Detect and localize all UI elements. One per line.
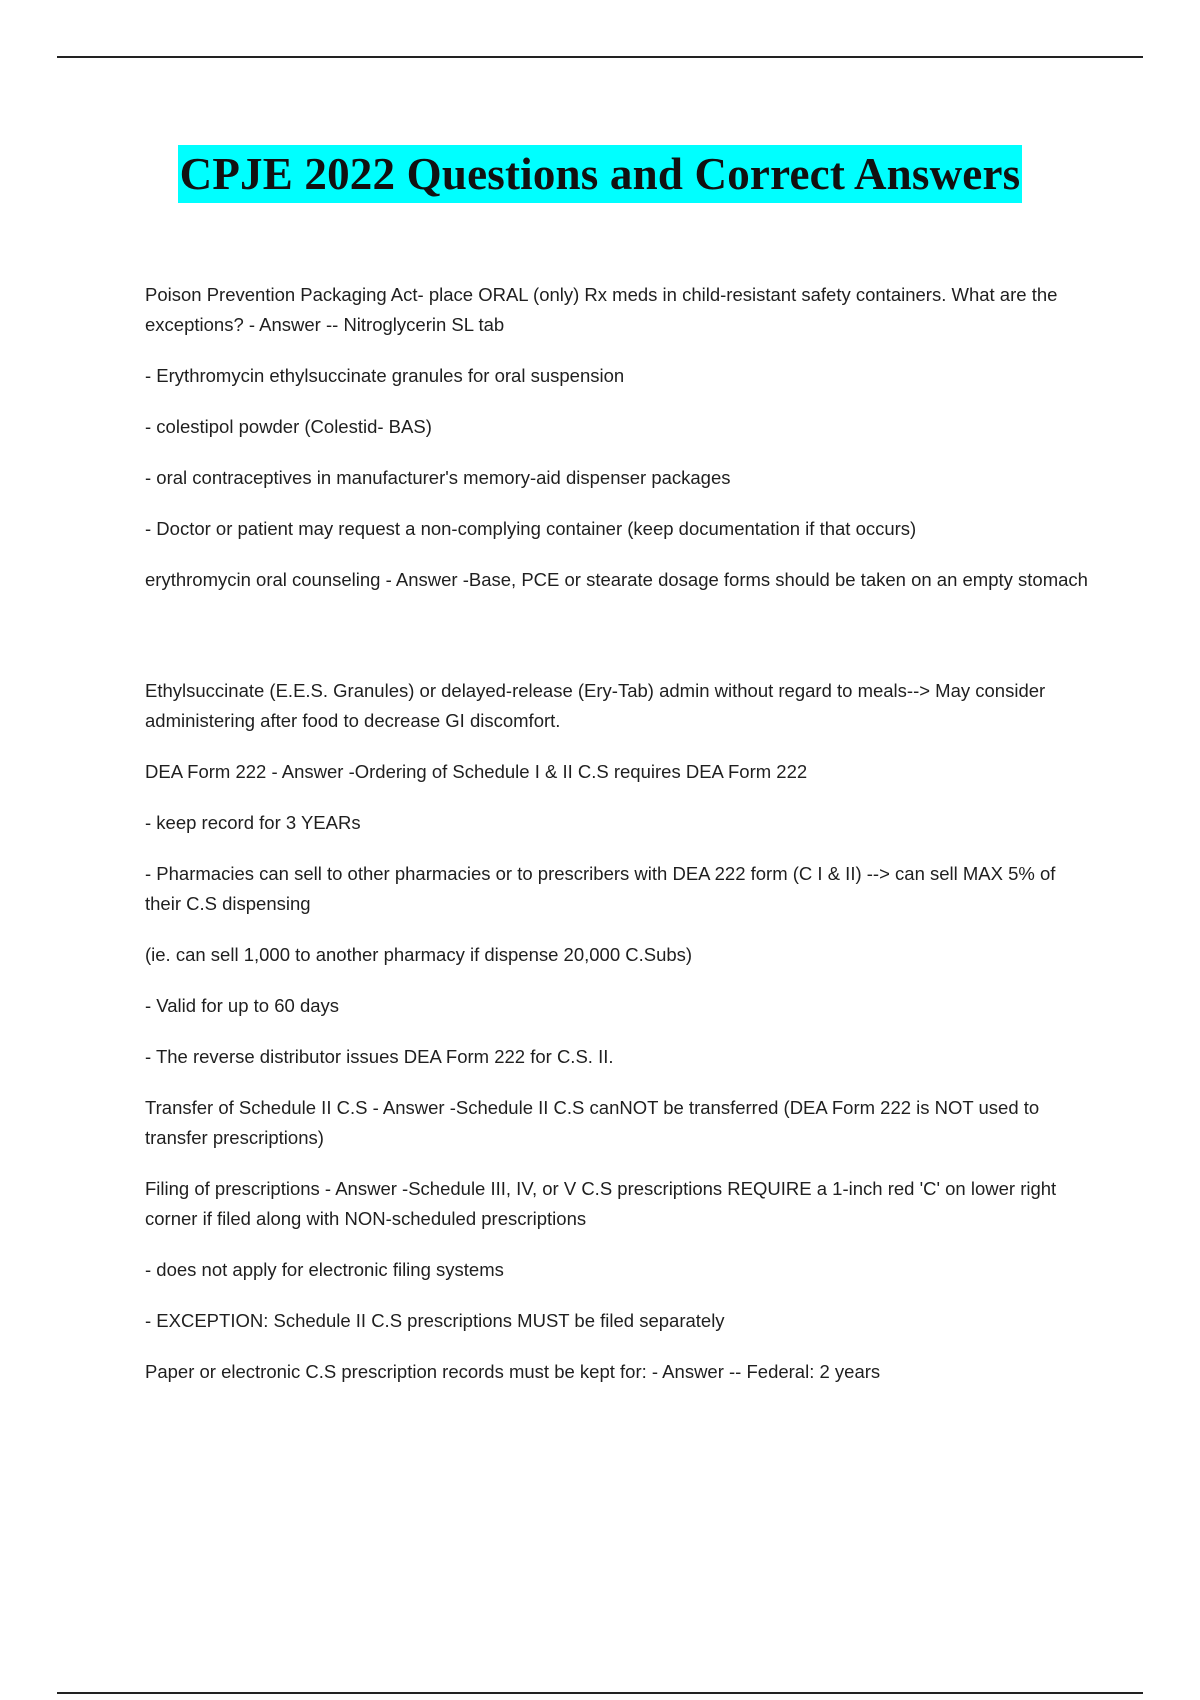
list-item: - Pharmacies can sell to other pharmacies or to prescribers with DEA 222 form (C I & II) --> can sell MAX 5% of their C.S dispensing [145,863,1056,914]
bottom-rule [57,1692,1143,1694]
list-item: - EXCEPTION: Schedule II C.S prescriptions MUST be filed separately [145,1310,725,1331]
paragraph: Transfer of Schedule II C.S - Answer -Schedule II C.S canNOT be transferred (DEA Form 222 is NOT used to transfer prescriptions) [145,1097,1040,1148]
list-item: - Erythromycin ethylsuccinate granules for oral suspension [145,365,625,386]
list-item: - Doctor or patient may request a non-complying container (keep documentation if that occurs) [145,518,917,539]
title-container [0,145,1200,203]
paragraph: DEA Form 222 - Answer -Ordering of Schedule I & II C.S requires DEA Form 222 [145,761,808,782]
list-item: - keep record for 3 YEARs [145,812,361,833]
list-item: - Valid for up to 60 days [145,995,340,1016]
list-item: - The reverse distributor issues DEA Form 222 for C.S. II. [145,1046,614,1067]
paragraph: Poison Prevention Packaging Act- place ORAL (only) Rx meds in child-resistant safety containers. What are the exceptions? - Answer -- Nitroglycerin SL tab [145,284,1058,335]
paragraph: erythromycin oral counseling - Answer -Base, PCE or stearate dosage forms should be taken on an empty stomach [145,569,1088,590]
paragraph: Paper or electronic C.S prescription records must be kept for: - Answer -- Federal: 2 years [145,1361,881,1382]
document-body [145,280,1090,1408]
paragraph: Ethylsuccinate (E.E.S. Granules) or delayed-release (Ery-Tab) admin without regard to meals--> May consider administering after food to decrease GI discomfort. [145,680,1046,731]
paragraph: (ie. can sell 1,000 to another pharmacy if dispense 20,000 C.Subs) [145,944,693,965]
list-item: - colestipol powder (Colestid- BAS) [145,416,432,437]
document-title: CPJE 2022 Questions and Correct Answers [178,145,1023,203]
top-rule [57,56,1143,58]
list-item: - does not apply for electronic filing systems [145,1259,504,1280]
paragraph: Filing of prescriptions - Answer -Schedule III, IV, or V C.S prescriptions REQUIRE a 1-inch red 'C' on lower right corner if filed along with NON-scheduled prescriptions [145,1178,1057,1229]
list-item: - oral contraceptives in manufacturer's memory-aid dispenser packages [145,467,731,488]
